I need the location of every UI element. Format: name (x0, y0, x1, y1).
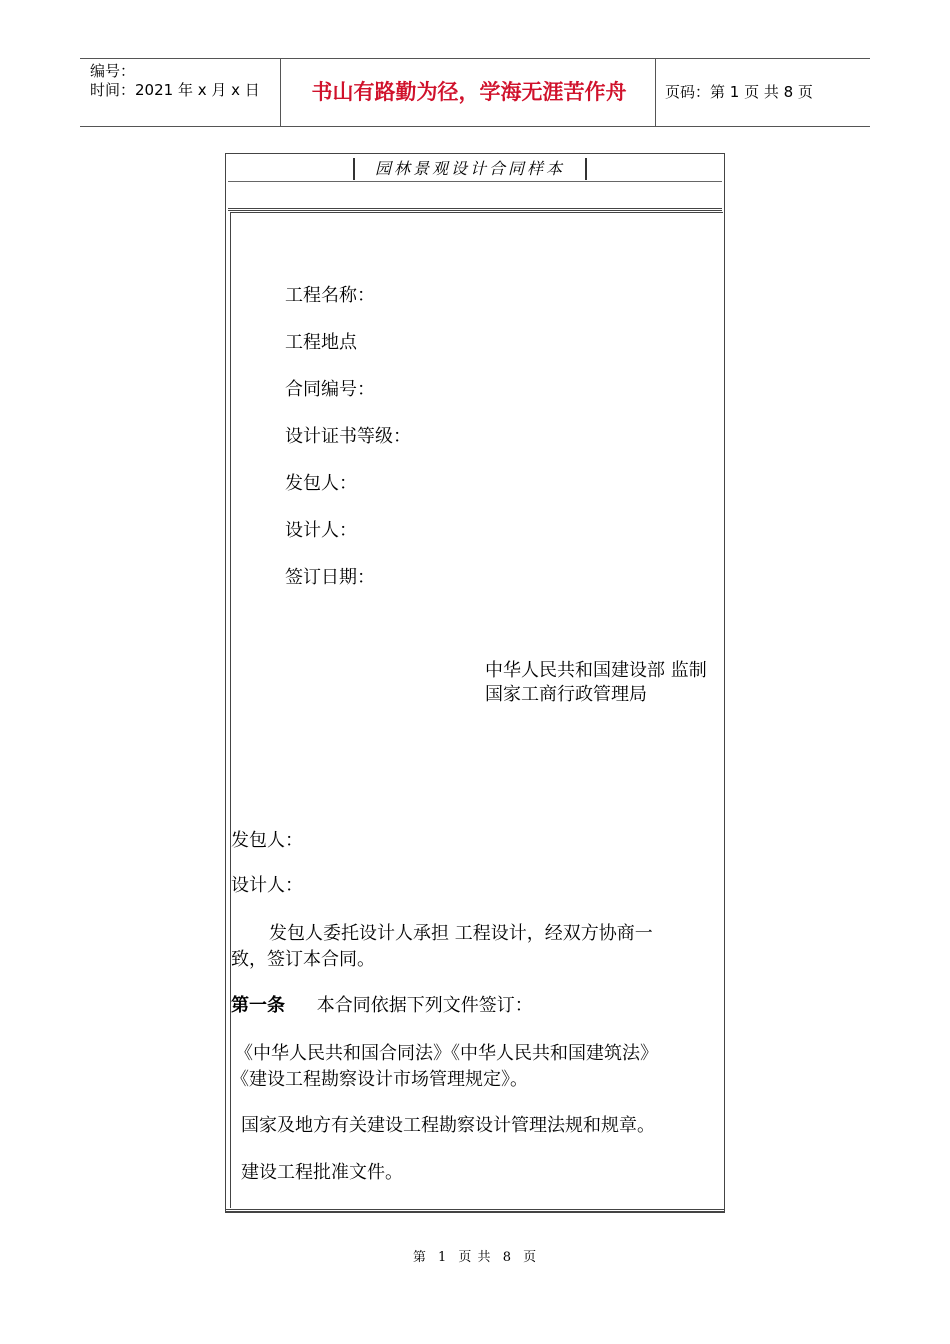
footer-page-total: 8 (502, 1250, 512, 1265)
header-bottom-rule (80, 126, 870, 127)
regulations-line: 国家及地方有关建设工程勘察设计管理法规和规章。 (241, 1115, 655, 1136)
field-project-name: 工程名称： (285, 285, 375, 306)
field-sign-date: 签订日期： (285, 567, 375, 588)
footer-page-current: 1 (438, 1250, 448, 1265)
field-employer: 发包人： (285, 473, 357, 494)
field-certificate-level: 设计证书等级： (285, 426, 411, 447)
page-footer (0, 1246, 950, 1265)
approval-line: 建设工程批准文件。 (241, 1162, 403, 1183)
article-1-number: 第一条 (231, 995, 285, 1016)
body-designer: 设计人： (231, 875, 303, 896)
law-list-line-1: 《中华人民共和国合同法》《中华人民共和国建筑法》 (235, 1043, 658, 1064)
field-designer: 设计人： (285, 520, 357, 541)
document-title: 园林景观设计合同样本 (353, 158, 587, 180)
header-divider (280, 58, 281, 127)
title-bar (228, 156, 722, 182)
header-meta (90, 62, 260, 100)
supervision-line-1: 中华人民共和国建设部 监制 (485, 660, 707, 681)
body-employer: 发包人： (231, 830, 303, 851)
field-contract-number: 合同编号： (285, 379, 375, 400)
document-time-label: 时间：2021 年 x 月 x 日 (90, 81, 260, 99)
intro-line-1: 发包人委托设计人承担 工程设计，经双方协商一 (269, 923, 653, 944)
contract-content (230, 212, 723, 1208)
footer-label-post: 页 (523, 1250, 538, 1265)
footer-label-pre: 第 (412, 1250, 427, 1265)
footer-label-mid: 页 共 (458, 1250, 492, 1265)
law-list-line-2: 《建设工程勘察设计市场管理规定》。 (231, 1069, 528, 1090)
contract-frame (225, 153, 725, 1213)
field-project-location: 工程地点 (285, 332, 357, 353)
page-header (80, 58, 870, 128)
article-1-text: 本合同依据下列文件签订： (316, 995, 533, 1016)
document-number-label: 编号： (90, 62, 136, 80)
header-motto: 书山有路勤为径，学海无涯苦作舟 (311, 80, 627, 104)
title-subbar (228, 182, 722, 211)
intro-line-2: 致，签订本合同。 (231, 949, 375, 970)
header-page-info: 页码：第 1 页 共 8 页 (665, 83, 813, 101)
article-1 (231, 993, 533, 1019)
frame-bottom-rule (226, 1209, 724, 1212)
supervision-line-2: 国家工商行政管理局 (485, 684, 647, 705)
